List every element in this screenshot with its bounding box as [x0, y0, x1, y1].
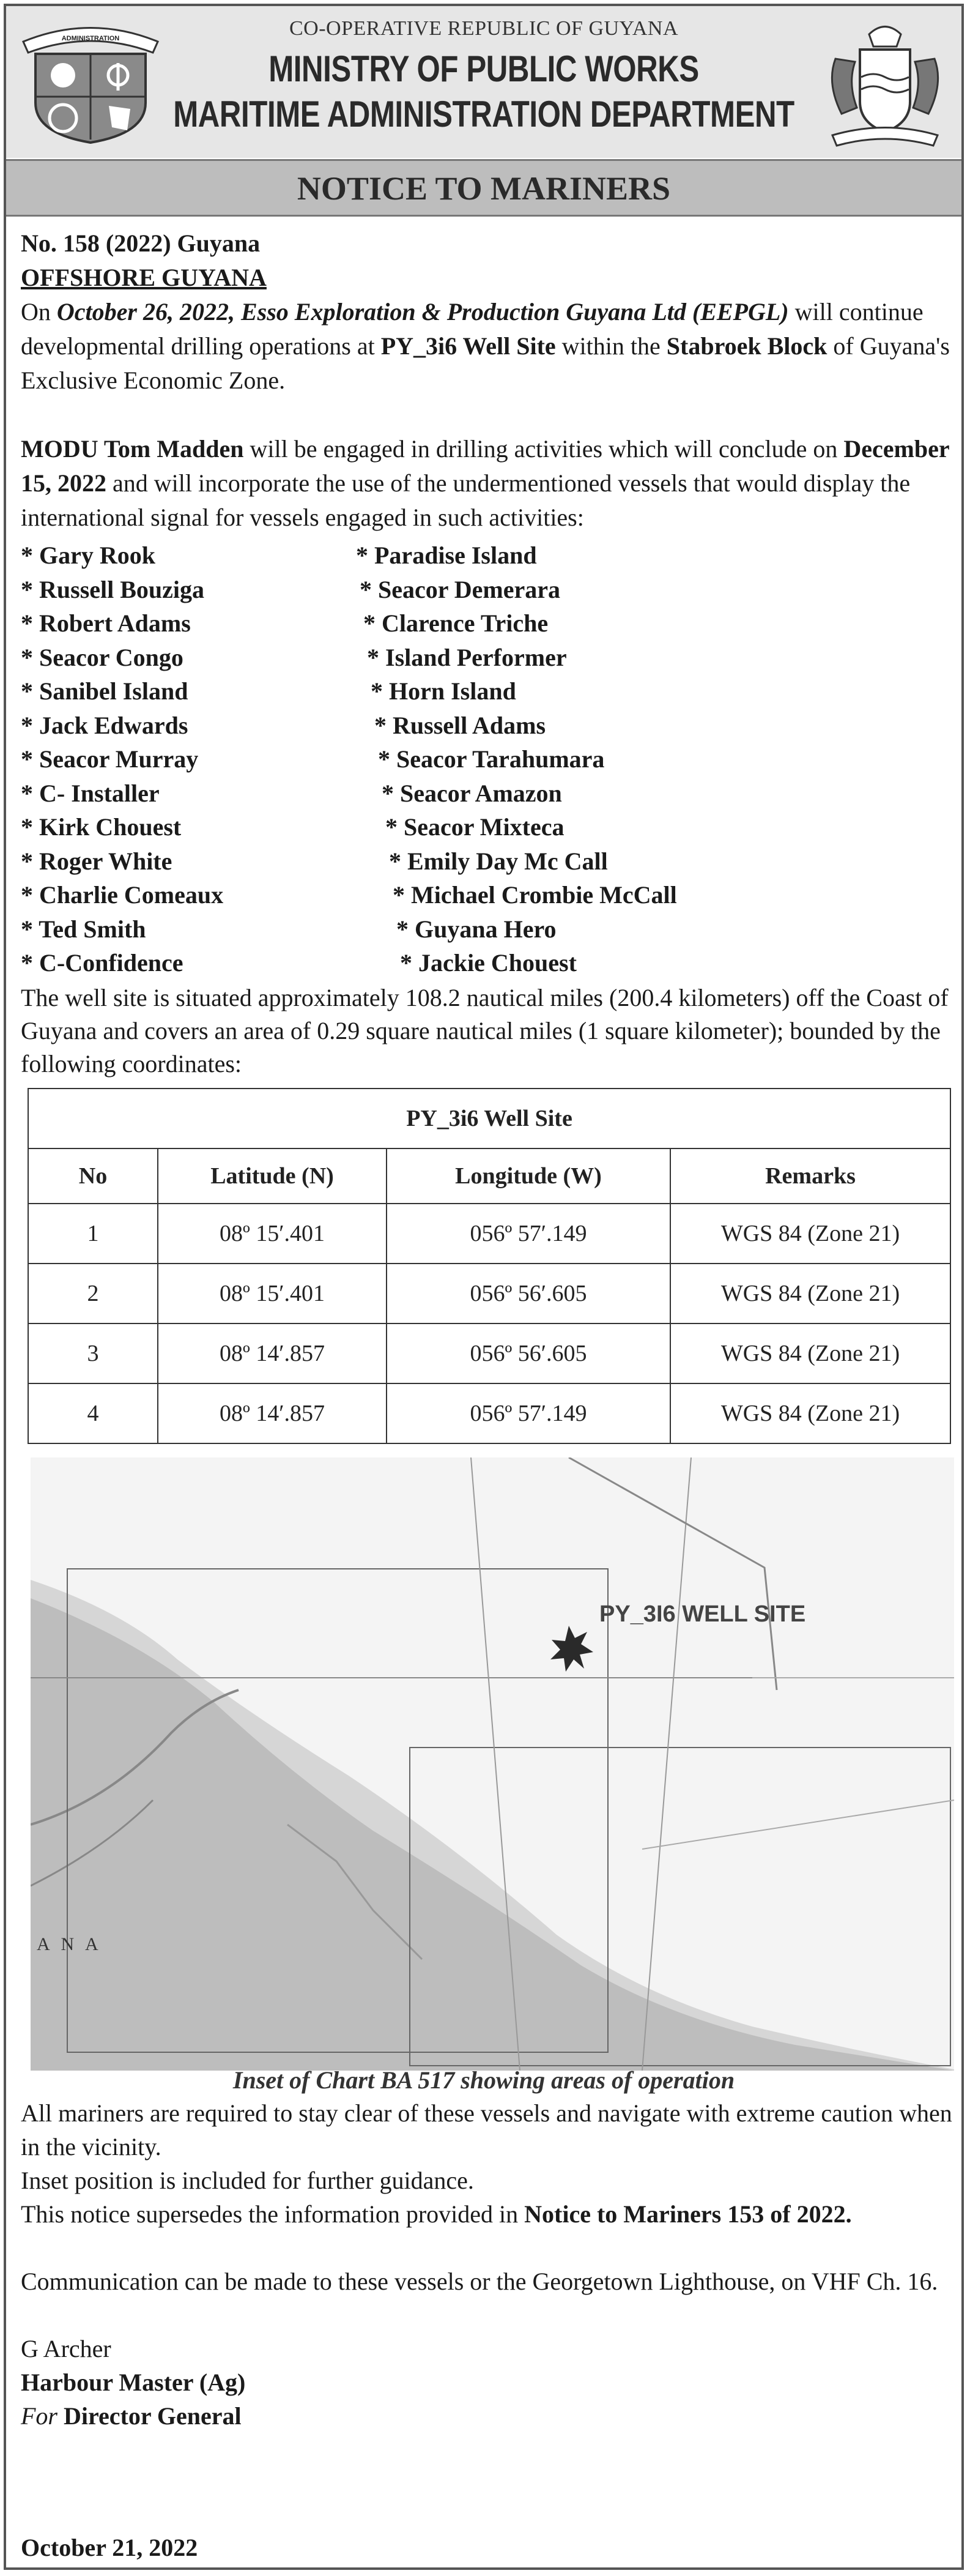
table-cell: WGS 84 (Zone 21)	[670, 1204, 950, 1264]
notice-number: No. 158 (2022) Guyana	[21, 229, 261, 257]
svg-text:ADMINISTRATION: ADMINISTRATION	[61, 35, 120, 42]
vessel-name: * Michael Crombie McCall	[393, 881, 677, 909]
table-cell: 2	[28, 1264, 158, 1323]
vessel-name: * C- Installer	[21, 779, 160, 807]
vessel-name: * Charlie Comeaux	[21, 881, 224, 909]
vessel-row	[21, 709, 755, 743]
department-heading: MARITIME ADMINISTRATION DEPARTMENT	[173, 94, 794, 135]
header	[6, 6, 961, 158]
vessel-name: * Guyana Hero	[396, 915, 557, 943]
vessel-name: * Seacor Amazon	[382, 779, 562, 807]
table-cell: 1	[28, 1204, 158, 1264]
notice-title-bar	[6, 159, 961, 217]
signer-name: G Archer	[21, 2335, 111, 2362]
vessel-row	[21, 844, 755, 879]
table-cell: 056º 57′.149	[387, 1204, 670, 1264]
coat-of-arms	[817, 16, 953, 151]
table-cell: 08º 15′.401	[158, 1264, 387, 1323]
table-row	[28, 1264, 950, 1323]
vessel-name: * Paradise Island	[356, 542, 537, 569]
vessel-name: * Russell Bouziga	[21, 575, 205, 603]
notice-body	[21, 226, 957, 535]
table-cell: 08º 15′.401	[158, 1204, 387, 1264]
vessel-name: * Emily Day Mc Call	[389, 847, 608, 875]
vessel-row	[21, 946, 755, 980]
vessel-name: * Gary Rook	[21, 542, 155, 569]
table-cell: 056º 56′.605	[387, 1323, 670, 1383]
coordinates-table	[28, 1088, 951, 1444]
paragraph-communication: Communication can be made to these vessels or the Georgetown Lighthouse, on VHF Ch. 16.	[21, 2268, 938, 2295]
table-row	[28, 1204, 950, 1264]
table-cell: WGS 84 (Zone 21)	[670, 1264, 950, 1323]
footer	[21, 2096, 957, 2433]
site-description: The well site is situated approximately 108.2 nautical miles (200.4 kilometers) off the Coast of Guyana and covers an area of 0.29 square nautical miles (1 square kilometer); bounded by the following coordinates:	[21, 984, 949, 1078]
paragraph-operations: On October 26, 2022, Esso Exploration & Production Guyana Ltd (EEPGL) will continue developmental drilling operations at PY_3i6 Well Site within the Stabroek Block of Guyana's Exclusive Economic Zone.	[21, 298, 950, 394]
column-header-latitude: Latitude (N)	[158, 1148, 387, 1204]
vessel-name: * Seacor Murray	[21, 745, 199, 773]
vessel-row	[21, 810, 755, 844]
table-cell: 056º 56′.605	[387, 1264, 670, 1323]
vessel-name: * Seacor Demerara	[360, 575, 561, 603]
vessel-row	[21, 742, 755, 776]
vessel-name: * Kirk Chouest	[21, 813, 182, 841]
vessel-name: * Jackie Chouest	[400, 949, 577, 977]
ministry-heading: MINISTRY OF PUBLIC WORKS	[268, 48, 699, 89]
well-site-label: PY_3I6 WELL SITE	[599, 1601, 806, 1627]
vessel-name: * Seacor Tarahumara	[378, 745, 605, 773]
vessel-name: * Seacor Mixteca	[385, 813, 565, 841]
vessel-row	[21, 538, 755, 573]
notice-date: October 21, 2022	[21, 2534, 198, 2561]
vessel-row	[21, 776, 755, 811]
vessel-name: * C-Confidence	[21, 949, 183, 977]
signer-for: For Director General	[21, 2402, 242, 2430]
notice-frame	[4, 4, 964, 2570]
coast-label: A N A	[37, 1934, 102, 1954]
vessel-name: * Russell Adams	[374, 711, 546, 739]
paragraph-supersedes: This notice supersedes the information provided in Notice to Mariners 153 of 2022.	[21, 2200, 852, 2228]
vessel-name: * Clarence Triche	[363, 609, 549, 637]
signer-role: Harbour Master (Ag)	[21, 2369, 246, 2396]
table-cell: 08º 14′.857	[158, 1383, 387, 1443]
chart-inset-map	[31, 1457, 954, 2071]
vessel-row	[21, 573, 755, 607]
vessel-list	[21, 538, 755, 980]
table-cell: 3	[28, 1323, 158, 1383]
vessel-row	[21, 912, 755, 947]
table-title: PY_3i6 Well Site	[28, 1089, 950, 1148]
table-cell: WGS 84 (Zone 21)	[670, 1323, 950, 1383]
vessel-row	[21, 674, 755, 709]
vessel-name: * Robert Adams	[21, 609, 191, 637]
column-header-remarks: Remarks	[670, 1148, 950, 1204]
vessel-row	[21, 878, 755, 912]
vessel-row	[21, 606, 755, 641]
table-cell: 4	[28, 1383, 158, 1443]
republic-heading: CO-OPERATIVE REPUBLIC OF GUYANA	[289, 17, 679, 40]
table-cell: WGS 84 (Zone 21)	[670, 1383, 950, 1443]
vessel-row	[21, 641, 755, 675]
notice-area: OFFSHORE GUYANA	[21, 264, 267, 291]
notice-title: NOTICE TO MARINERS	[297, 170, 671, 207]
vessel-name: * Sanibel Island	[21, 677, 188, 705]
vessel-name: * Roger White	[21, 847, 172, 875]
paragraph-modu: MODU Tom Madden will be engaged in drilling activities which will conclude on December 15, 2022 and will incorporate the use of the undermentioned vessels that would display the international signal for vessels engaged in such activities:	[21, 435, 949, 531]
paragraph-stay-clear: All mariners are required to stay clear of these vessels and navigate with extreme caution when in the vicinity.	[21, 2099, 952, 2161]
column-header-no: No	[28, 1148, 158, 1204]
table-cell: 056º 57′.149	[387, 1383, 670, 1443]
table-row	[28, 1323, 950, 1383]
map-caption: Inset of Chart BA 517 showing areas of operation	[232, 2066, 735, 2094]
paragraph-inset: Inset position is included for further guidance.	[21, 2167, 474, 2194]
vessel-name: * Island Performer	[367, 643, 567, 671]
vessel-name: * Seacor Congo	[21, 643, 183, 671]
vessel-name: * Ted Smith	[21, 915, 146, 943]
table-cell: 08º 14′.857	[158, 1323, 387, 1383]
vessel-name: * Horn Island	[371, 677, 516, 705]
vessel-name: * Jack Edwards	[21, 711, 188, 739]
column-header-longitude: Longitude (W)	[387, 1148, 670, 1204]
table-row	[28, 1383, 950, 1443]
